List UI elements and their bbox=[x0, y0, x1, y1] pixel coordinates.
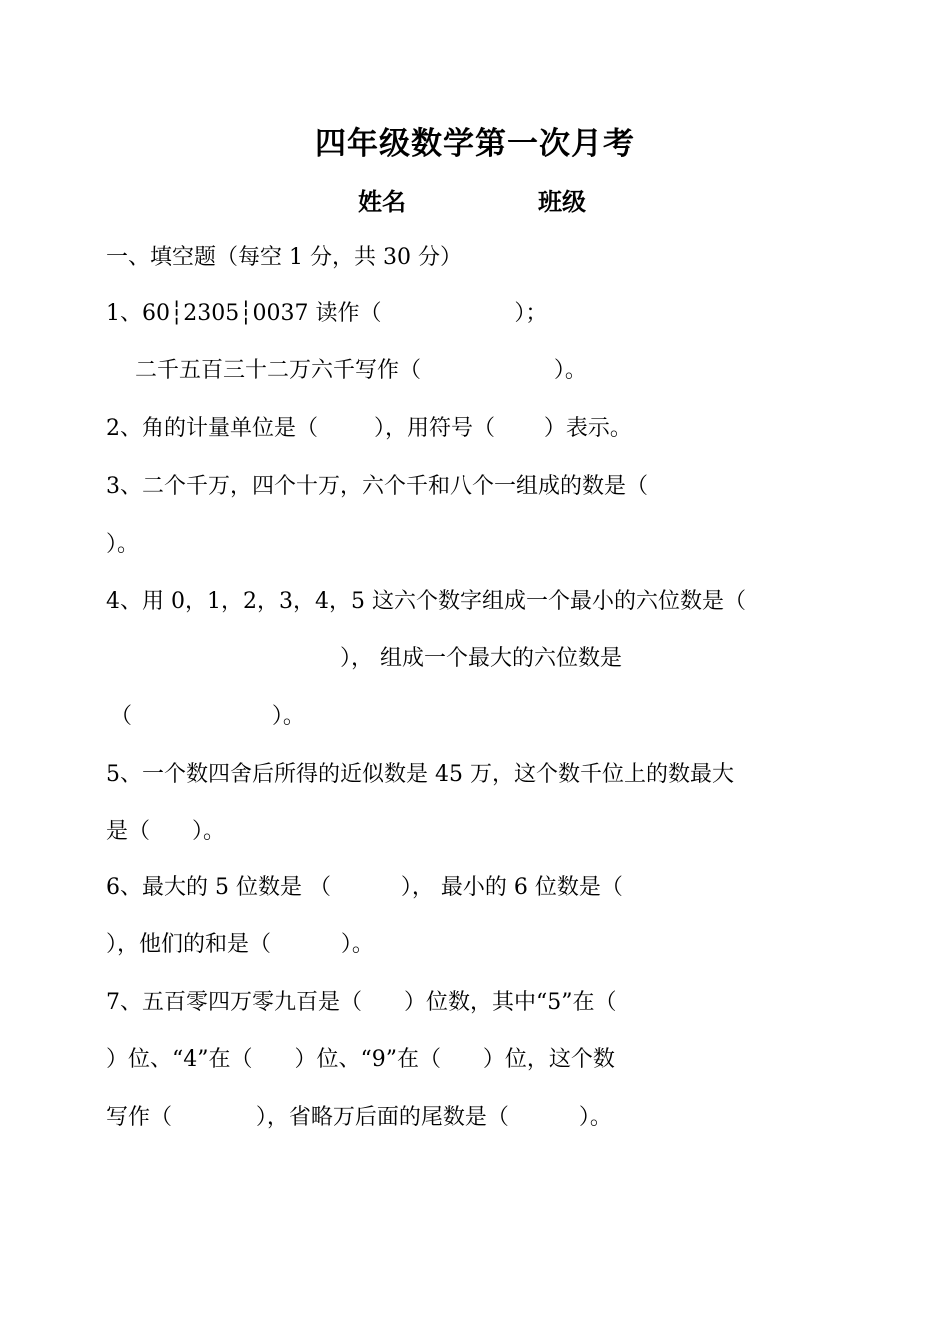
question-7-line-2: ）位、“4”在（ ）位、“9”在（ ）位，这个数 bbox=[106, 1047, 615, 1072]
question-1-line-2: 二千五百三十二万六千写作（ ）。 bbox=[135, 358, 587, 383]
question-6-line-1: 6、最大的 5 位数是 （ ）， 最小的 6 位数是（ bbox=[106, 875, 623, 900]
question-4-line-2: ）， 组成一个最大的六位数是 bbox=[340, 646, 622, 671]
exam-title: 四年级数学第一次月考 bbox=[315, 126, 635, 162]
question-5-line-1: 5、一个数四舍后所得的近似数是 45 万，这个数千位上的数最大 bbox=[106, 762, 734, 787]
question-6-line-2: ），他们的和是（ ）。 bbox=[106, 932, 374, 957]
question-4-line-1: 4、用 0，1，2，3，4，5 这六个数字组成一个最小的六位数是（ bbox=[106, 589, 746, 614]
class-label: 班级 bbox=[538, 188, 586, 216]
question-2: 2、角的计量单位是（ ），用符号（ ）表示。 bbox=[106, 416, 632, 441]
question-7-line-1: 7、五百零四万零九百是（ ）位数，其中“5”在（ bbox=[106, 990, 617, 1015]
question-4-line-3: （ ）。 bbox=[110, 704, 305, 729]
question-3-line-2: ）。 bbox=[106, 532, 140, 557]
question-3-line-1: 3、二个千万，四个十万，六个千和八个一组成的数是（ bbox=[106, 474, 648, 499]
question-7-line-3: 写作（ ），省略万后面的尾数是（ ）。 bbox=[106, 1105, 612, 1130]
name-label: 姓名 bbox=[358, 188, 406, 216]
section-heading: 一、填空题（每空 1 分，共 30 分） bbox=[106, 245, 462, 270]
question-5-line-2: 是（ ）。 bbox=[106, 819, 225, 844]
question-1-line-1: 1、60┆2305┆0037 读作（ ）； bbox=[106, 301, 548, 326]
